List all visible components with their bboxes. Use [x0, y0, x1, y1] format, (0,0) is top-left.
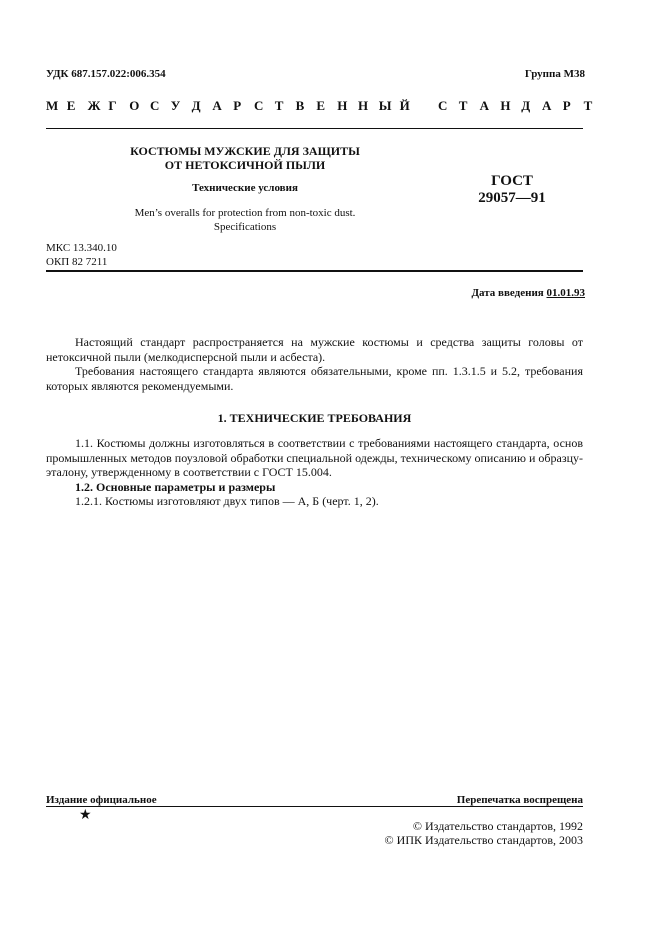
heading-letter: Ы — [378, 98, 392, 113]
heading-letter: Й — [399, 98, 410, 113]
copyright-2003: © ИПК Издательство стандартов, 2003 — [384, 833, 583, 847]
heading-letter: Т — [274, 98, 284, 113]
heading-letter: Т — [458, 98, 468, 113]
gost-label: ГОСТ — [491, 173, 533, 189]
heading-letter: А — [542, 98, 552, 113]
body-text — [46, 335, 583, 393]
heading-letter: В — [295, 98, 305, 113]
mks-code: МКС 13.340.10 — [46, 242, 117, 254]
heading-letter: Н — [358, 98, 369, 113]
document-subtitle: Технические условия — [192, 182, 298, 194]
heading-letter: Р — [233, 98, 242, 113]
heading-letter: Т — [583, 98, 593, 113]
classification-codes — [46, 241, 117, 269]
footer-rule — [46, 806, 583, 807]
heading-letter: Г — [108, 98, 117, 113]
udk-code: УДК 687.157.022:006.354 — [46, 68, 166, 80]
heading-letter: О — [129, 98, 140, 113]
document-title — [100, 144, 390, 172]
top-rule — [46, 128, 583, 129]
heading-letter: У — [170, 98, 181, 113]
heading-letter: Р — [562, 98, 571, 113]
introduction-date-label: Дата введения — [471, 287, 544, 299]
introduction-date — [471, 287, 585, 299]
copyright-block — [385, 819, 583, 847]
heading-letter: А — [479, 98, 489, 113]
heading-letter: А — [212, 98, 222, 113]
star-icon: ★ — [79, 808, 92, 823]
english-title — [100, 206, 390, 234]
okp-code: ОКП 82 7211 — [46, 256, 108, 268]
paragraph-requirements: Требования настоящего стандарта являются обязательными, кроме пп. 1.3.1.5 и 5.2, требования которых являются рекомендуемыми. — [46, 364, 583, 393]
heading-letter: М — [46, 98, 59, 113]
subsection-heading-1-2: 1.2. Основные параметры и размеры — [75, 479, 276, 494]
official-edition: Издание официальное — [46, 794, 157, 806]
english-title-line-2: Specifications — [213, 221, 277, 233]
heading-letter: Н — [337, 98, 348, 113]
title-line-2: ОТ НЕТОКСИЧНОЙ ПЫЛИ — [164, 158, 326, 172]
heading-letter: С — [150, 98, 160, 113]
heading-letter: Е — [66, 98, 76, 113]
reprint-prohibited: Перепечатка воспрещена — [456, 794, 583, 806]
section-body — [46, 436, 583, 509]
copyright-1992: © Издательство стандартов, 1992 — [412, 819, 583, 833]
heading-letter: Е — [316, 98, 326, 113]
gost-number: 29057—91 — [478, 190, 546, 206]
thick-rule — [46, 270, 583, 272]
heading-letter: Н — [500, 98, 511, 113]
paragraph-1-1: 1.1. Костюмы должны изготовляться в соответствии с требованиями настоящего стандарта, основ промышленных методов поузловой обработки специальной одежды, техническому описанию и образцу-эталону, утвержденному в соответствии с ГОСТ 15.004. — [46, 436, 583, 479]
heading-letter: Д — [191, 98, 201, 113]
heading-letter: С — [254, 98, 264, 113]
title-line-1: КОСТЮМЫ МУЖСКИЕ ДЛЯ ЗАЩИТЫ — [130, 144, 360, 158]
paragraph-scope: Настоящий стандарт распространяется на мужские костюмы и средства защиты головы от нетоксичной пыли (мелкодисперсной пыли и асбеста). — [46, 335, 583, 364]
heading-letter: Д — [521, 98, 531, 113]
gost-designation — [462, 173, 562, 207]
section-heading: 1. ТЕХНИЧЕСКИЕ ТРЕБОВАНИЯ — [217, 411, 412, 425]
heading-letter: Ж — [87, 98, 101, 113]
heading-letter: С — [438, 98, 448, 113]
paragraph-1-2-1: 1.2.1. Костюмы изготовляют двух типов — А, Б (черт. 1, 2). — [75, 494, 379, 508]
english-title-line-1: Men’s overalls for protection from non-toxic dust. — [134, 207, 356, 219]
group-code: Группа М38 — [524, 68, 585, 80]
introduction-date-value: 01.01.93 — [546, 287, 585, 299]
